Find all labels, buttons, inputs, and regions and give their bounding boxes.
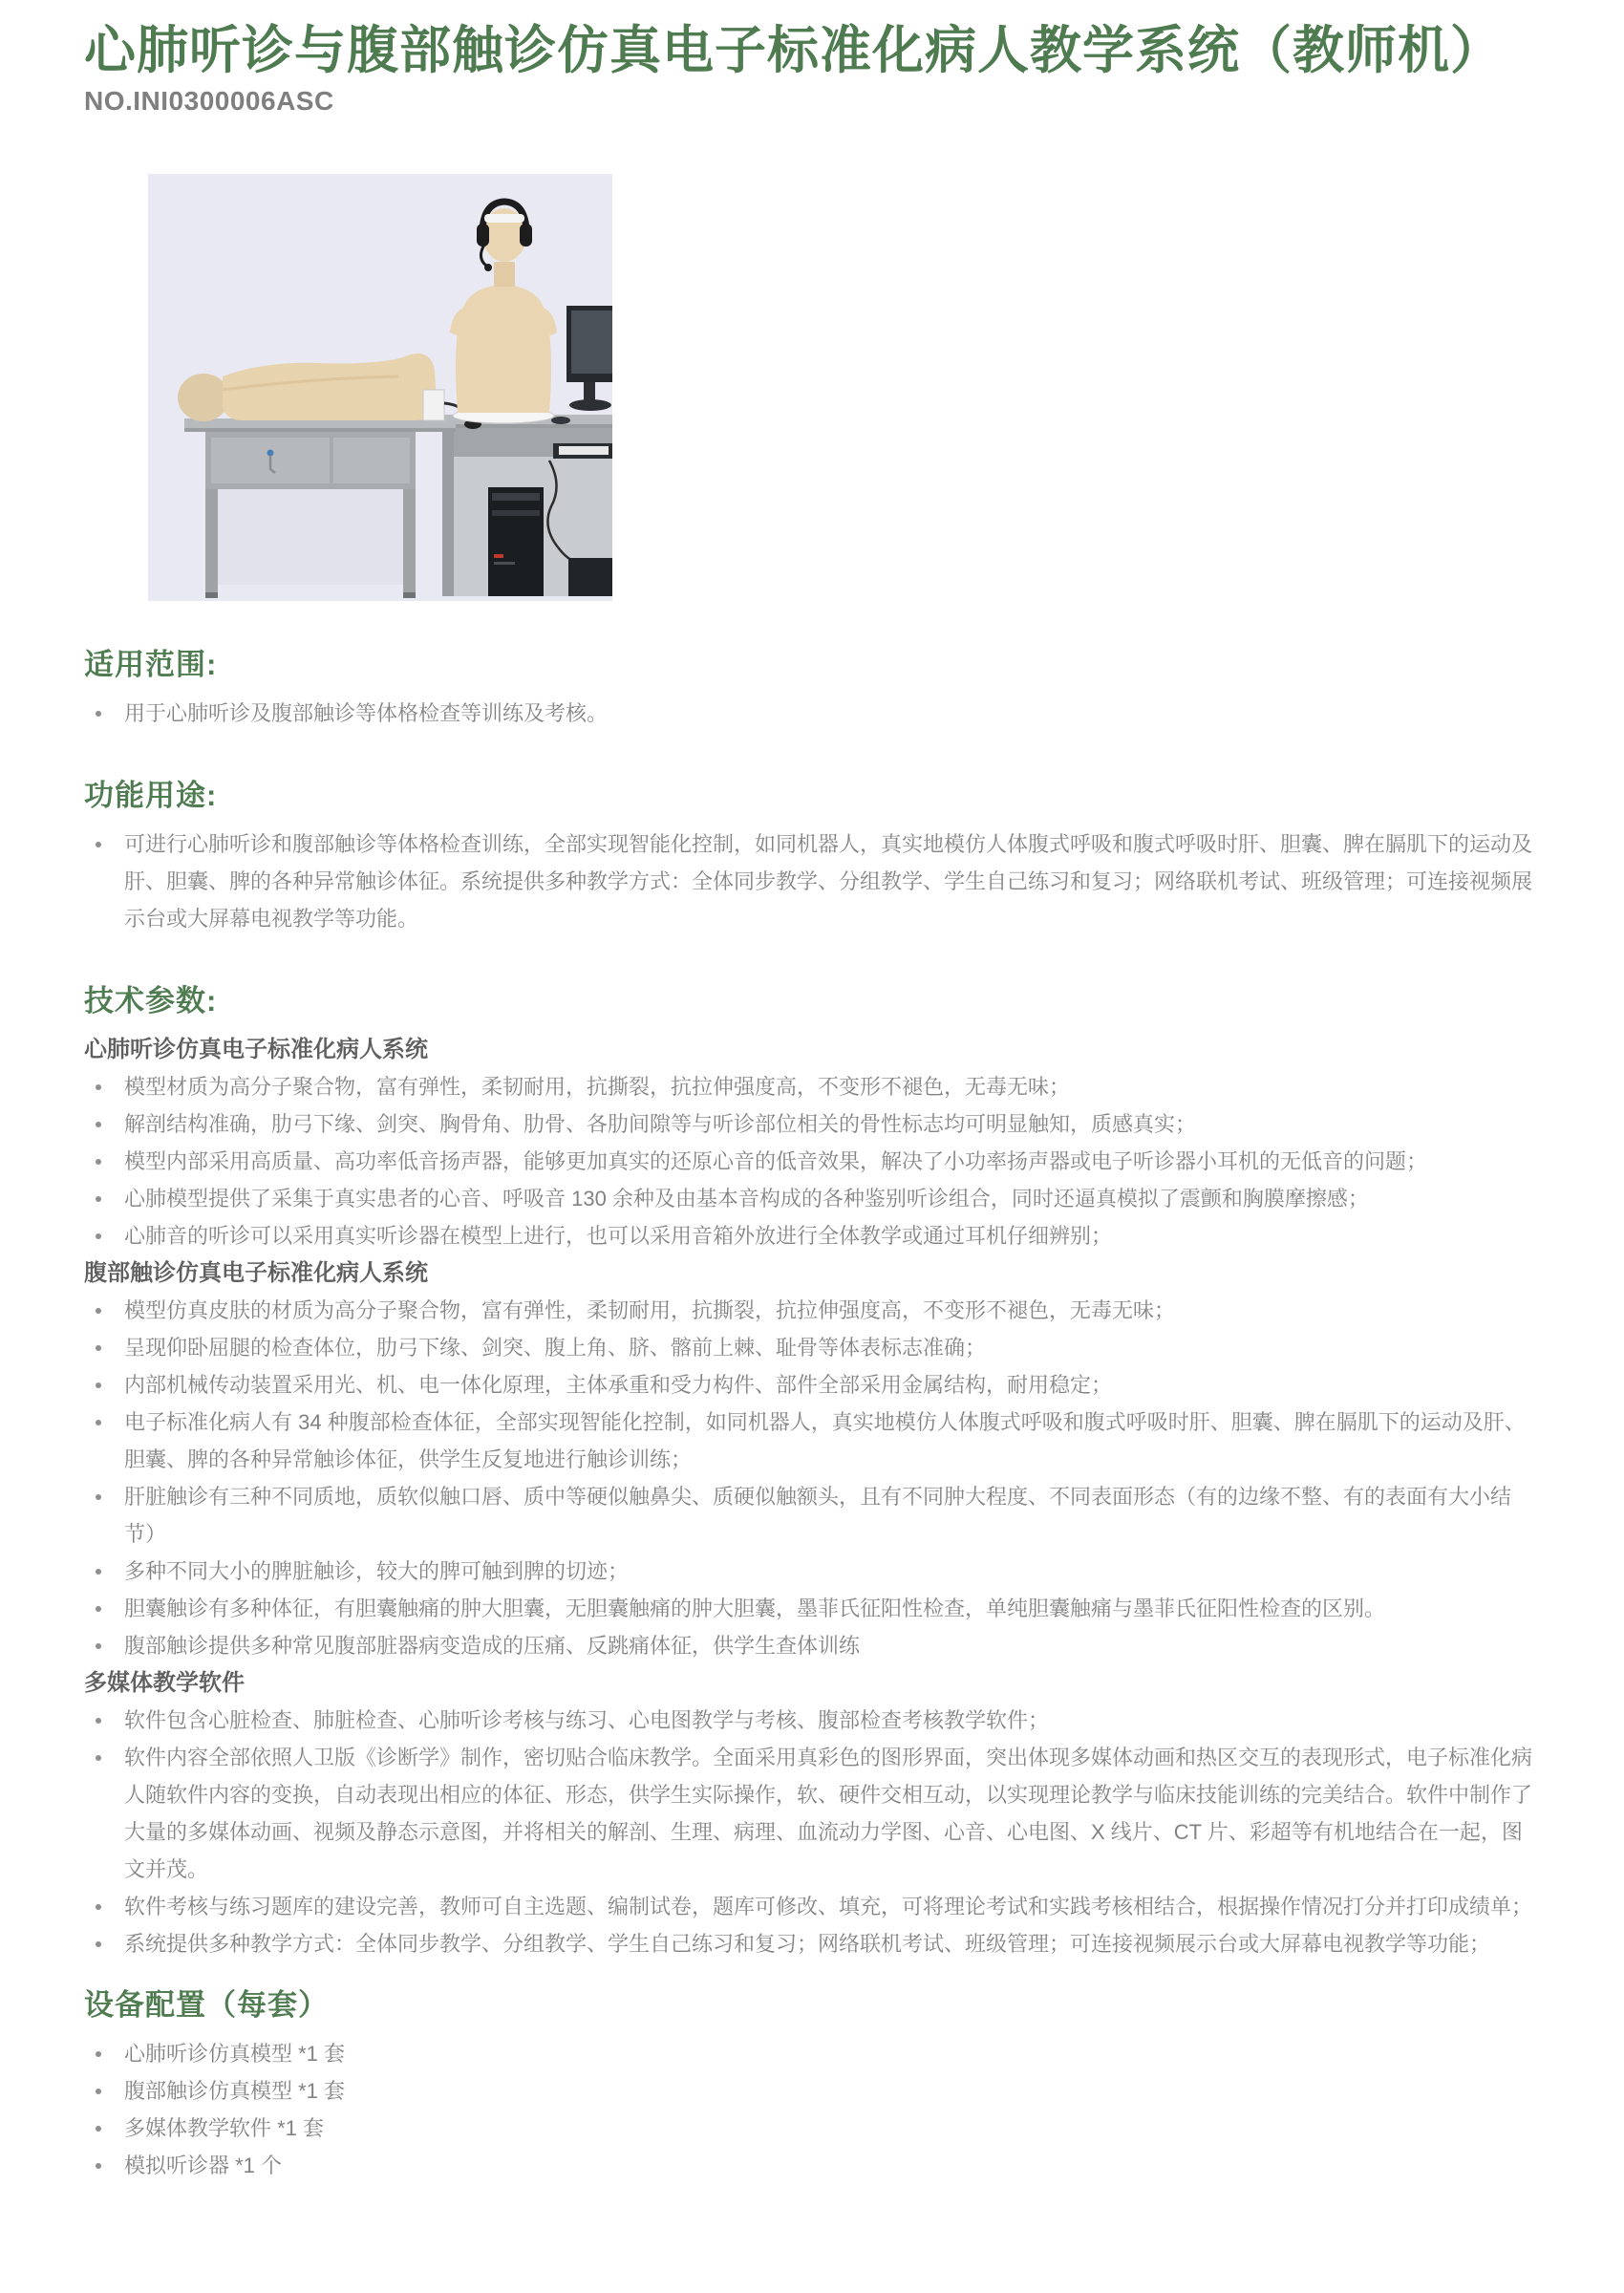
bullet-item	[84, 1702, 1540, 1739]
bullet-icon	[96, 1718, 101, 1724]
bullet-item	[84, 2072, 1540, 2110]
bullet-icon	[96, 1382, 101, 1388]
bullet-icon	[96, 1122, 101, 1127]
bullet-text: 心肺音的听诊可以采用真实听诊器在模型上进行，也可以采用音箱外放进行全体教学或通过耳机仔细辨别；	[124, 1224, 1113, 1248]
spec-blocks	[84, 645, 1540, 2184]
bullet-text: 腹部触诊仿真模型 *1 套	[124, 2079, 346, 2103]
bullet-item	[84, 2035, 1540, 2072]
left-desk	[184, 418, 456, 598]
bullet-icon	[96, 1904, 101, 1910]
bullet-item	[84, 1404, 1540, 1478]
bullet-icon	[96, 1308, 101, 1314]
bullet-text: 模型内部采用高质量、高功率低音扬声器，能够更加真实的还原心音的低音效果，解决了小功率扬声器或电子听诊器小耳机的无低音的问题；	[124, 1149, 1428, 1173]
section-heading: 设备配置（每套）	[84, 1988, 329, 2022]
bullet-icon	[96, 1420, 101, 1425]
bullet-text: 解剖结构准确，肋弓下缘、剑突、胸骨角、肋骨、各肋间隙等与听诊部位相关的骨性标志均可明显触知，质感真实；	[124, 1112, 1197, 1136]
computer-tower	[488, 487, 544, 596]
document-body	[84, 0, 1540, 2184]
subsection-heading: 心肺听诊仿真电子标准化病人系统	[84, 1037, 428, 1062]
bullet-item	[84, 2147, 1540, 2184]
bullet-icon	[96, 2163, 101, 2169]
bullet-icon	[96, 2126, 101, 2132]
bullet-item	[84, 1105, 1540, 1143]
bullet-icon	[96, 842, 101, 847]
bullet-icon	[96, 1606, 101, 1612]
bullet-text: 软件包含心脏检查、肺脏检查、心肺听诊考核与练习、心电图教学与考核、腹部检查考核教学软件；	[124, 1708, 1050, 1732]
model-number: NO.INI0300006ASC	[84, 86, 334, 116]
bullet-item	[84, 1068, 1540, 1105]
bullet-text: 模型仿真皮肤的材质为高分子聚合物，富有弹性，柔韧耐用，抗撕裂，抗拉伸强度高，不变形不褪色，无毒无味；	[124, 1298, 1176, 1322]
bullet-item	[84, 1143, 1540, 1180]
bullet-text: 内部机械传动装置采用光、机、电一体化原理，主体承重和受力构件、部件全部采用金属结构，耐用稳定；	[124, 1373, 1113, 1397]
subsection-heading: 多媒体教学软件	[84, 1670, 245, 1696]
bullet-icon	[96, 1941, 101, 1947]
section-heading: 适用范围:	[84, 648, 218, 681]
right-desk	[431, 415, 612, 596]
bullet-item	[84, 1888, 1540, 1925]
bullet-item	[84, 1739, 1540, 1888]
bullet-text: 电子标准化病人有 34 种腹部检查体征，全部实现智能化控制，如同机器人，真实地模仿人体腹式呼吸和腹式呼吸时肝、胆囊、脾在膈肌下的运动及肝、胆囊、脾的各种异常触诊体征，供学生反复地进行触诊训练；	[124, 1410, 1526, 1471]
bullet-icon	[96, 1569, 101, 1575]
bullet-item	[84, 1180, 1540, 1217]
bullet-icon	[96, 1196, 101, 1202]
bullet-icon	[96, 1755, 101, 1761]
bullet-item	[84, 1553, 1540, 1590]
subsection-heading: 腹部触诊仿真电子标准化病人系统	[84, 1260, 428, 1286]
section-heading: 功能用途:	[84, 779, 218, 812]
bullet-item	[84, 1217, 1540, 1254]
bullet-item	[84, 1329, 1540, 1366]
bullet-text: 系统提供多种教学方式：全体同步教学、分组教学、学生自己练习和复习；网络联机考试、班级管理；可连接视频展示台或大屏幕电视教学等功能；	[124, 1932, 1491, 1956]
bullet-item	[84, 695, 1540, 732]
bullet-icon	[96, 1233, 101, 1239]
bullet-text: 心肺听诊仿真模型 *1 套	[124, 2042, 346, 2066]
bullet-item	[84, 1478, 1540, 1553]
product-photo-illustration	[148, 174, 612, 601]
bullet-text: 呈现仰卧屈腿的检查体位，肋弓下缘、剑突、腹上角、脐、髂前上棘、耻骨等体表标志准确；	[124, 1336, 987, 1360]
bullet-text: 肝脏触诊有三种不同质地，质软似触口唇、质中等硬似触鼻尖、质硬似触额头，且有不同肿大程度、不同表面形态（有的边缘不整、有的表面有大小结节）	[124, 1485, 1512, 1546]
page-title: 心肺听诊与腹部触诊仿真电子标准化病人教学系统（教师机）	[84, 22, 1503, 79]
bullet-text: 可进行心肺听诊和腹部触诊等体格检查训练，全部实现智能化控制，如同机器人，真实地模仿人体腹式呼吸和腹式呼吸时肝、胆囊、脾在膈肌下的运动及肝、胆囊、脾的各种异常触诊体征。系统提供多种教学方式：全体同步教学、分组教学、学生自己练习和复习；网络联机考试、班级管理；可连接视频展示台或大屏幕电视教学等功能。	[124, 832, 1533, 931]
bullet-text: 多媒体教学软件 *1 套	[124, 2116, 325, 2140]
bullet-text: 胆囊触诊有多种体征，有胆囊触痛的肿大胆囊，无胆囊触痛的肿大胆囊，墨菲氏征阳性检查，单纯胆囊触痛与墨菲氏征阳性检查的区别。	[124, 1597, 1386, 1620]
bullet-item	[84, 1366, 1540, 1404]
bullet-icon	[96, 1345, 101, 1351]
bullet-icon	[96, 1159, 101, 1165]
bullet-icon	[96, 1643, 101, 1649]
bullet-icon	[96, 1084, 101, 1090]
product-photo	[148, 174, 612, 601]
bullet-text: 软件考核与练习题库的建设完善，教师可自主选题、编制试卷，题库可修改、填充，可将理论考试和实践考核相结合，根据操作情况打分并打印成绩单；	[124, 1895, 1533, 1918]
bullet-text: 腹部触诊提供多种常见腹部脏器病变造成的压痛、反跳痛体征，供学生查体训练	[124, 1634, 861, 1658]
bullet-text: 模拟听诊器 *1 个	[124, 2154, 283, 2177]
bullet-icon	[96, 1494, 101, 1500]
bullet-item	[84, 825, 1540, 937]
bullet-item	[84, 1925, 1540, 1962]
bullet-text: 用于心肺听诊及腹部触诊等体格检查等训练及考核。	[124, 701, 609, 725]
bullet-icon	[96, 711, 101, 717]
bullet-text: 心肺模型提供了采集于真实患者的心音、呼吸音 130 余种及由基本音构成的各种鉴别听诊组合，同时还逼真模拟了震颤和胸膜摩擦感；	[124, 1187, 1369, 1211]
bullet-text: 模型材质为高分子聚合物，富有弹性，柔韧耐用，抗撕裂，抗拉伸强度高，不变形不褪色，无毒无味；	[124, 1075, 1071, 1099]
section-heading: 技术参数:	[84, 984, 218, 1018]
bullet-item	[84, 1292, 1540, 1329]
bullet-text: 多种不同大小的脾脏触诊，较大的脾可触到脾的切迹；	[124, 1559, 630, 1583]
bullet-icon	[96, 2089, 101, 2094]
bullet-item	[84, 1590, 1540, 1627]
bullet-item	[84, 2110, 1540, 2147]
bullet-item	[84, 1627, 1540, 1664]
bullet-icon	[96, 2051, 101, 2057]
bullet-text: 软件内容全部依照人卫版《诊断学》制作，密切贴合临床教学。全面采用真彩色的图形界面，突出体现多媒体动画和热区交互的表现形式，电子标准化病人随软件内容的变换，自动表现出相应的体征、形态，供学生实际操作，软、硬件交相互动，以实现理论教学与临床技能训练的完美结合。软件中制作了大量的多媒体动画、视频及静态示意图，并将相关的解剖、生理、病理、血流动力学图、心音、心电图、X 线片、CT 片、彩超等有机地结合在一起，图文并茂。	[124, 1746, 1533, 1881]
